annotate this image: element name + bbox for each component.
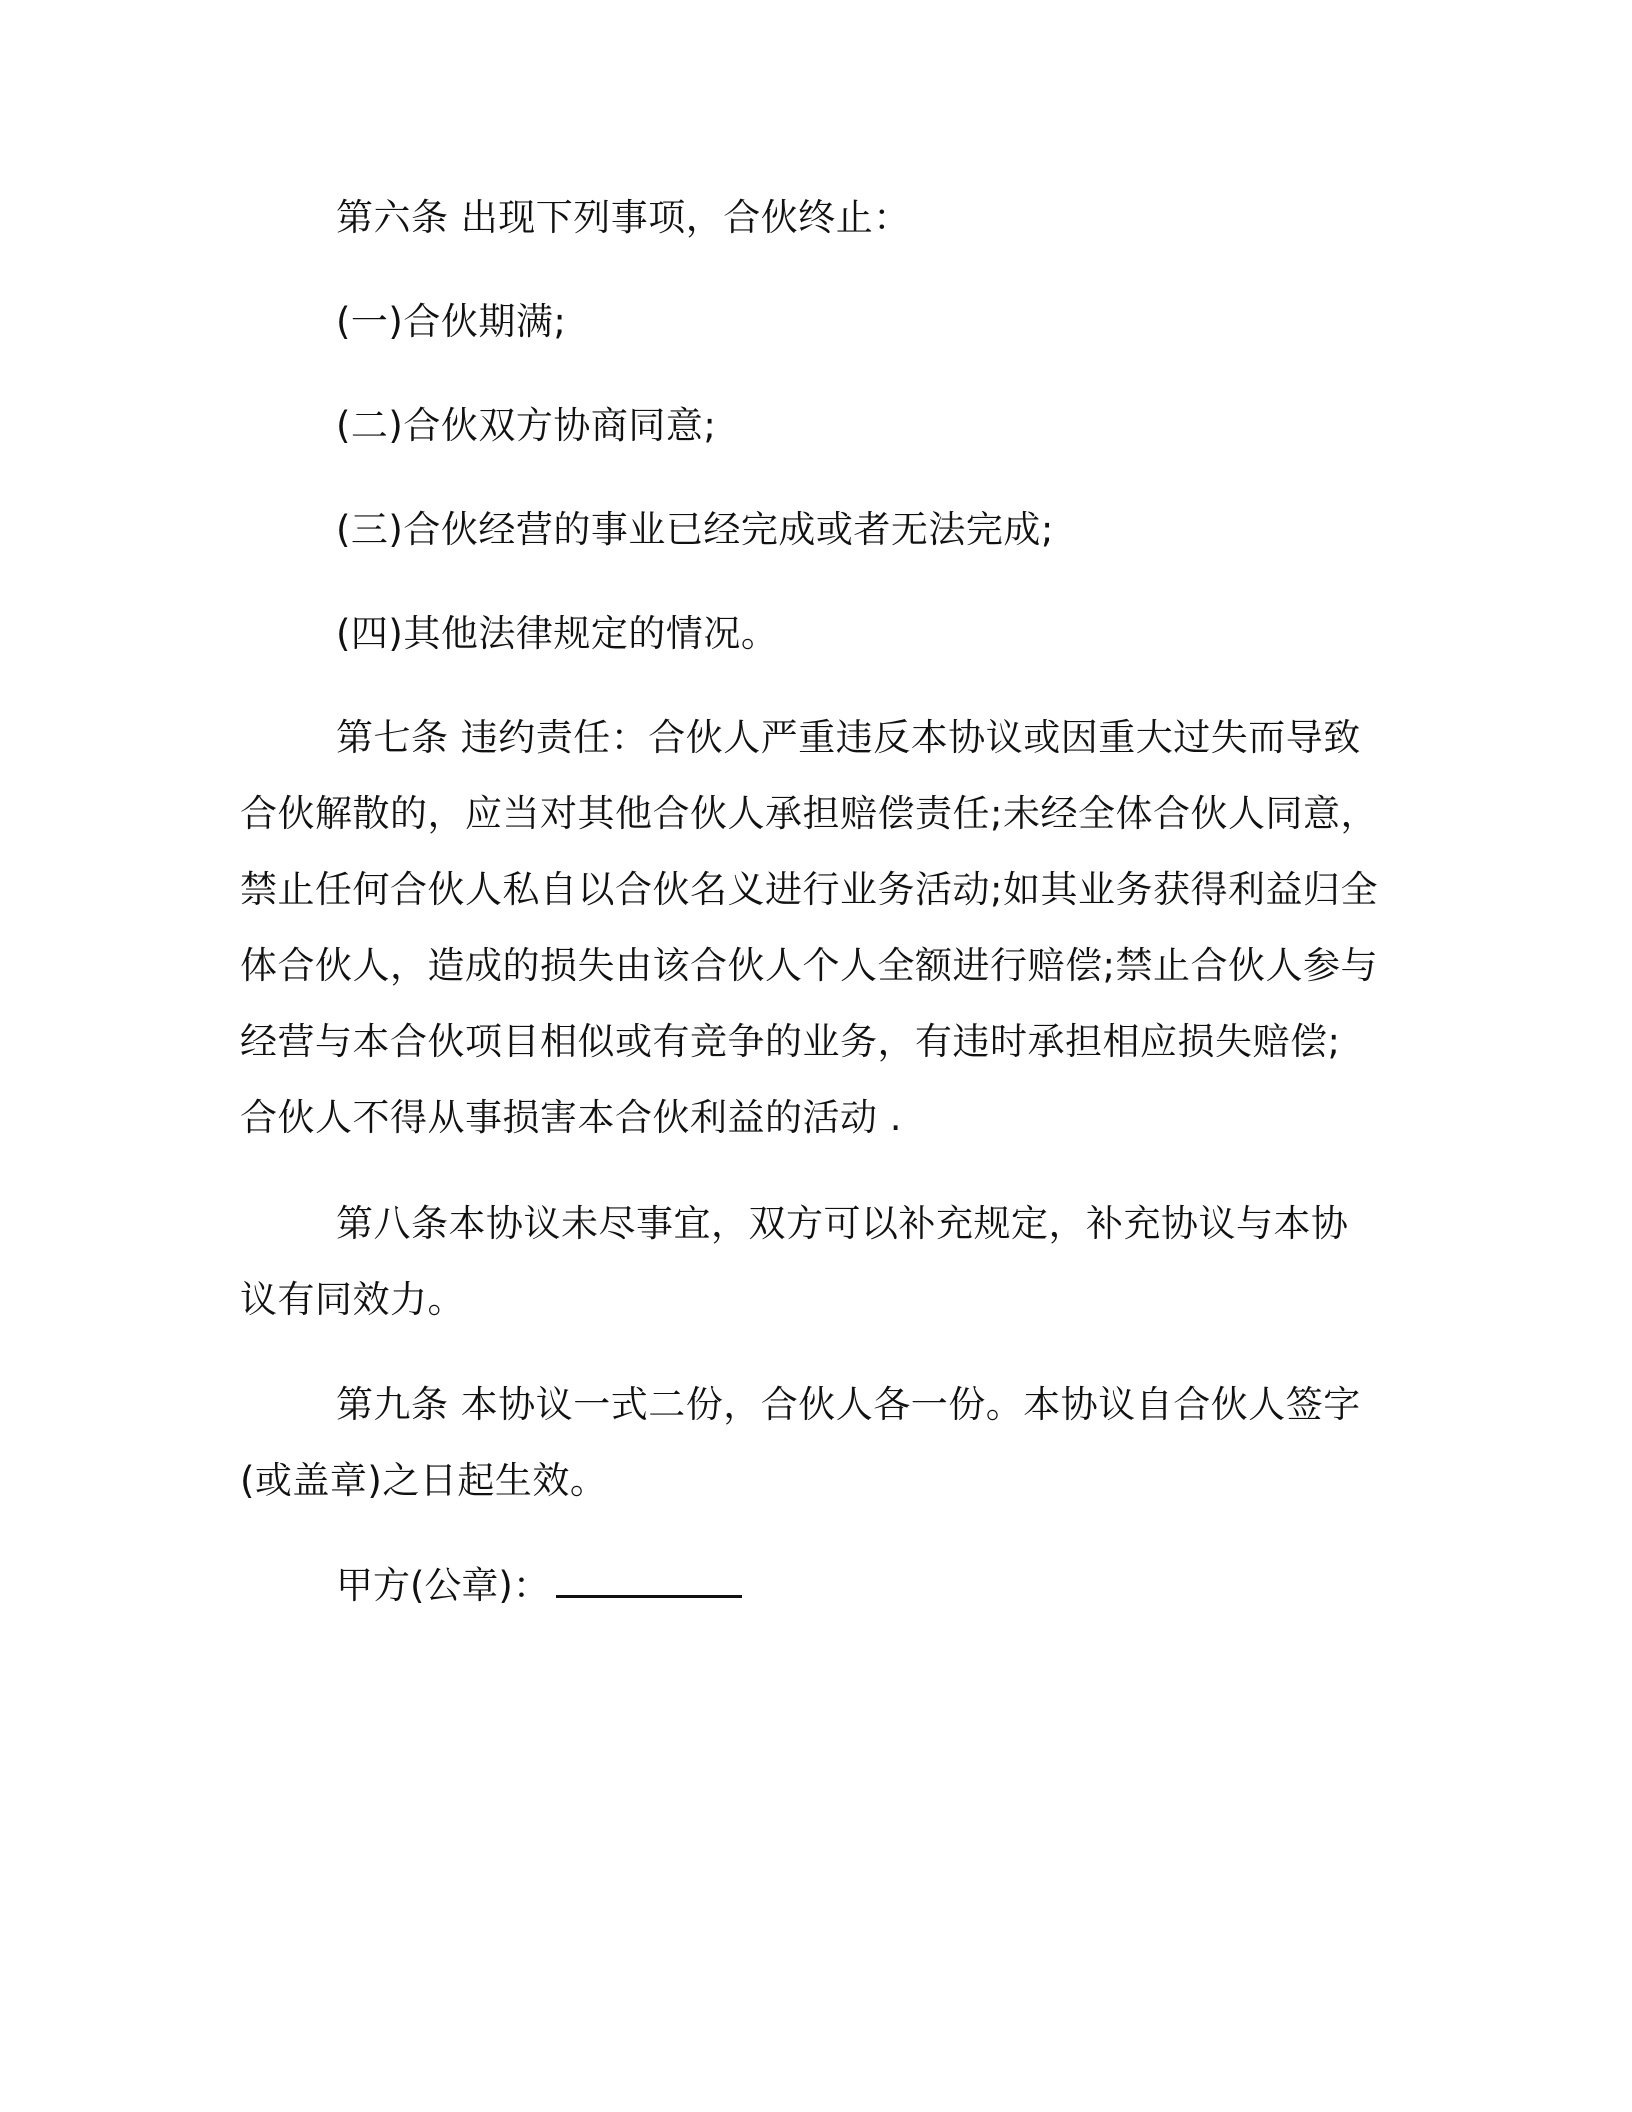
article-6-item-1: (一)合伙期满; bbox=[336, 300, 567, 343]
party-a-label: 甲方(公章)： bbox=[336, 1564, 550, 1607]
party-a-signature-line bbox=[336, 1548, 742, 1624]
article-6-heading: 第六条 出现下列事项，合伙终止： bbox=[336, 196, 911, 239]
article-7-paragraph: 第七条 违约责任：合伙人严重违反本协议或因重大过失而导致合伙解散的，应当对其他合伙人承担赔偿责任;未经全体合伙人同意，禁止任何合伙人私自以合伙名义进行业务活动;如其业务获得利益归全体合伙人，造成的损失由该合伙人个人全额进行赔偿;禁止合伙人参与经营与本合伙项目相似或有竞争的业务，有违时承担相应损失赔偿; 合伙人不得从事损害本合伙利益的活动 . bbox=[240, 716, 1378, 1139]
signature-blank bbox=[556, 1565, 742, 1598]
article-6-item-3: (三)合伙经营的事业已经完成或者无法完成; bbox=[336, 508, 1054, 551]
article-9-paragraph: 第九条 本协议一式二份，合伙人各一份。本协议自合伙人签字(或盖章)之日起生效。 bbox=[240, 1383, 1361, 1502]
article-6-item-4: (四)其他法律规定的情况。 bbox=[336, 612, 779, 655]
article-8-paragraph: 第八条本协议未尽事宜，双方可以补充规定，补充协议与本协议有同效力。 bbox=[240, 1202, 1349, 1321]
article-6-item-2: (二)合伙双方协商同意; bbox=[336, 404, 717, 447]
